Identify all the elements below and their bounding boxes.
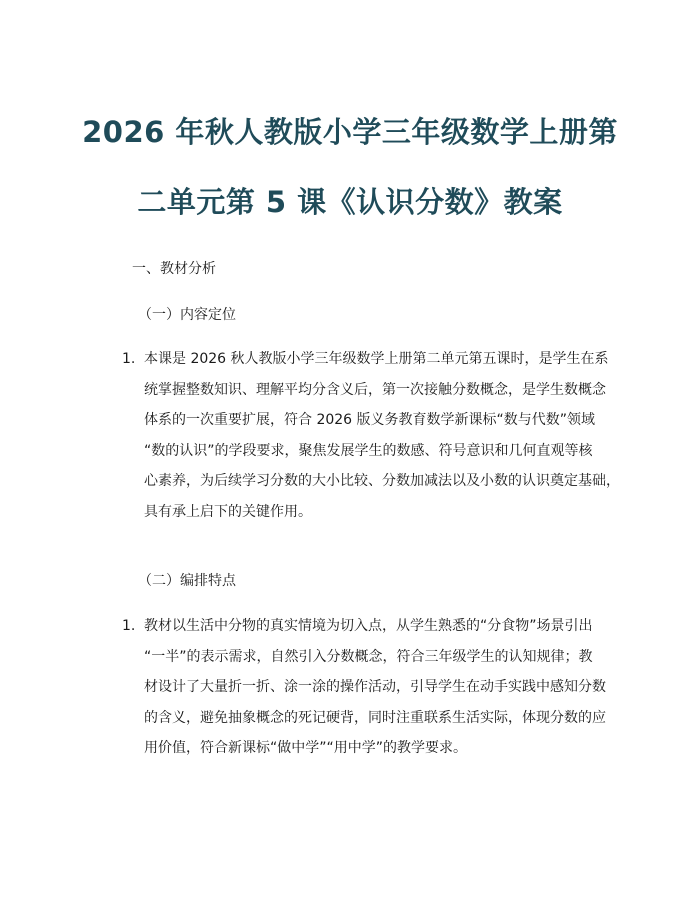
paragraph-line: 心素养，为后续学习分数的大小比较、分数加减法以及小数的认识奠定基础， [144, 473, 620, 489]
item-number: 1. [122, 618, 136, 634]
numbered-paragraph-content-positioning [122, 344, 620, 527]
paragraph-line: “数的认识”的学段要求，聚焦发展学生的数感、符号意识和几何直观等核 [144, 442, 593, 459]
paragraph-line: 本课是 2026 秋人教版小学三年级数学上册第二单元第五课时，是学生在系 [144, 351, 609, 367]
section-heading: 一、教材分析 [132, 261, 216, 277]
paragraph-line: 具有承上启下的关键作用。 [144, 503, 312, 520]
paragraph-line: 的含义，避免抽象概念的死记硬背，同时注重联系生活实际，体现分数的应 [144, 709, 606, 726]
paragraph-line: 统掌握整数知识、理解平均分含义后，第一次接触分数概念，是学生数概念 [144, 381, 606, 398]
subsection-heading-content-positioning: （一）内容定位 [138, 307, 236, 323]
paragraph-line: 教材以生活中分物的真实情境为切入点，从学生熟悉的“分食物”场景引出 [144, 618, 593, 634]
document-title-line-1: 2026 年秋人教版小学三年级数学上册第 [82, 115, 618, 149]
paragraph-line: 用价值，符合新课标“做中学”“用中学”的教学要求。 [144, 740, 468, 756]
item-number: 1. [122, 351, 136, 367]
paragraph-line: “一半”的表示需求，自然引入分数概念，符合三年级学生的认知规律；教 [144, 648, 593, 665]
document-title-line-2: 二单元第 5 课《认识分数》教案 [137, 185, 563, 219]
paragraph-line: 材设计了大量折一折、涂一涂的操作活动，引导学生在动手实践中感知分数 [144, 679, 606, 695]
paragraph-line: 体系的一次重要扩展，符合 2026 版义务教育数学新课标“数与代数”领域 [144, 412, 596, 428]
subsection-heading-compilation-features: （二）编排特点 [138, 573, 236, 589]
numbered-paragraph-compilation-features [122, 611, 612, 764]
